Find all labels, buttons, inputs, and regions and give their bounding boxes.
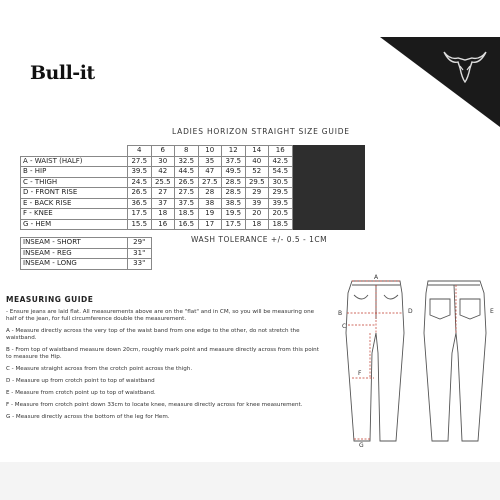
measure-lines: [347, 281, 403, 439]
size-header: 4: [128, 146, 152, 157]
cell: 16: [151, 219, 175, 230]
table-row: [21, 248, 152, 259]
blank-cell: [316, 209, 340, 220]
cell: 44.5: [175, 167, 199, 178]
top-bar: [0, 0, 500, 36]
cell: 26.5: [175, 177, 199, 188]
table-row: [21, 167, 365, 178]
cell: 28.5: [222, 177, 246, 188]
inseam-table: [20, 237, 152, 270]
row-label: A - WAIST (HALF): [21, 156, 128, 167]
table-row: [21, 156, 365, 167]
front-jeans: [346, 281, 404, 441]
guide-intro: - Ensure jeans are laid flat. All measurements above are on the "flat" and in CM, so you will be measuring one half of the jean, for full circumference double the measurement.: [6, 309, 315, 322]
cell: 32.5: [175, 156, 199, 167]
guide-item-b: B - From top of waistband measure down 20cm, roughly mark point and measure directly across from this point to measure the Hip.: [6, 347, 319, 360]
diagram-label-e: E: [490, 308, 494, 315]
blank-cell: [316, 177, 340, 188]
inseam-value: 29": [128, 238, 152, 249]
blank-cell: [292, 209, 316, 220]
cell: 17.5: [222, 219, 246, 230]
cell: 52: [245, 167, 269, 178]
cell: 38.5: [222, 198, 246, 209]
bottom-bar: [0, 462, 500, 500]
cell: 29.5: [269, 188, 293, 199]
cell: 17.5: [128, 209, 152, 220]
page-title: LADIES HORIZON STRAIGHT SIZE GUIDE: [172, 127, 350, 136]
cell: 37: [151, 198, 175, 209]
back-jeans: [424, 281, 486, 441]
row-label: C - THIGH: [21, 177, 128, 188]
cell: 20.5: [269, 209, 293, 220]
cell: 20: [245, 209, 269, 220]
cell: 16.5: [175, 219, 199, 230]
size-header: 10: [198, 146, 222, 157]
cell: 27.5: [128, 156, 152, 167]
row-label: F - KNEE: [21, 209, 128, 220]
cell: 29.5: [245, 177, 269, 188]
blank-cell: [292, 188, 316, 199]
guide-item-c: C - Measure straight across from the crotch point across the thigh.: [6, 366, 193, 372]
cell: 27.5: [198, 177, 222, 188]
blank-cell: [340, 219, 364, 230]
blank-cell: [340, 198, 364, 209]
cell: 47: [198, 167, 222, 178]
cell: 39: [245, 198, 269, 209]
blank-cell: [340, 209, 364, 220]
diagram-label-a: A: [374, 274, 379, 281]
cell: 17: [198, 219, 222, 230]
brand-logo: Bull-it: [30, 62, 95, 84]
cell: 29: [245, 188, 269, 199]
guide-item-a: A - Measure directly across the very top of the waist band from one edge to the other, do not stretch the waistband.: [6, 328, 300, 341]
cell: 28.5: [222, 188, 246, 199]
bull-head-icon: [440, 48, 490, 86]
blank-cell: [292, 198, 316, 209]
blank-cell: [316, 219, 340, 230]
measuring-guide-title: MEASURING GUIDE: [6, 295, 94, 304]
header-spacer: [21, 146, 128, 157]
table-row: [21, 188, 365, 199]
blank-cell: [340, 156, 364, 167]
cell: 25.5: [151, 177, 175, 188]
diagram-label-c: C: [342, 323, 347, 330]
inseam-value: 33": [128, 259, 152, 270]
blank-cell: [340, 188, 364, 199]
guide-item-g: G - Measure directly across the bottom of the leg for Hem.: [6, 414, 170, 420]
inseam-label: INSEAM - REG: [21, 248, 128, 259]
cell: 30.5: [269, 177, 293, 188]
cell: 15.5: [128, 219, 152, 230]
size-table: [20, 145, 365, 230]
table-row: [21, 238, 152, 249]
cell: 27.5: [175, 188, 199, 199]
cell: 42.5: [269, 156, 293, 167]
row-label: G - HEM: [21, 219, 128, 230]
inseam-label: INSEAM - LONG: [21, 259, 128, 270]
diagram-label-b: B: [338, 310, 343, 317]
blank-cell: [316, 167, 340, 178]
size-header: 8: [175, 146, 199, 157]
cell: 18.5: [175, 209, 199, 220]
size-header: 6: [151, 146, 175, 157]
size-header: 12: [222, 146, 246, 157]
table-row: [21, 209, 365, 220]
cell: 26.5: [128, 188, 152, 199]
wash-tolerance: WASH TOLERANCE +/- 0.5 - 1CM: [191, 235, 328, 244]
table-row: [21, 219, 365, 230]
table-row: [21, 177, 365, 188]
row-label: D - FRONT RISE: [21, 188, 128, 199]
blank-cell: [316, 146, 340, 157]
table-row: [21, 259, 152, 270]
cell: 42: [151, 167, 175, 178]
inseam-value: 31": [128, 248, 152, 259]
cell: 24.5: [128, 177, 152, 188]
cell: 40: [245, 156, 269, 167]
blank-cell: [316, 198, 340, 209]
blank-cell: [292, 156, 316, 167]
blank-cell: [340, 146, 364, 157]
jeans-diagram: [330, 273, 500, 448]
cell: 28: [198, 188, 222, 199]
blank-cell: [316, 156, 340, 167]
size-header-row: [21, 146, 365, 157]
blank-cell: [340, 167, 364, 178]
table-row: [21, 198, 365, 209]
guide-item-f: F - Measure from crotch point down 33cm to locate knee, measure directly across for knee measurement.: [6, 402, 303, 408]
blank-cell: [292, 146, 316, 157]
cell: 54.5: [269, 167, 293, 178]
cell: 18: [151, 209, 175, 220]
cell: 49.5: [222, 167, 246, 178]
cell: 38: [198, 198, 222, 209]
diagram-label-f: F: [358, 370, 362, 377]
cell: 19.5: [222, 209, 246, 220]
cell: 18: [245, 219, 269, 230]
inseam-label: INSEAM - SHORT: [21, 238, 128, 249]
size-header: 14: [245, 146, 269, 157]
cell: 18.5: [269, 219, 293, 230]
blank-cell: [292, 177, 316, 188]
row-label: B - HIP: [21, 167, 128, 178]
cell: 39.5: [269, 198, 293, 209]
cell: 37.5: [175, 198, 199, 209]
diagram-label-g: G: [359, 442, 364, 448]
cell: 39.5: [128, 167, 152, 178]
cell: 35: [198, 156, 222, 167]
cell: 19: [198, 209, 222, 220]
cell: 27: [151, 188, 175, 199]
cell: 37.5: [222, 156, 246, 167]
guide-item-d: D - Measure up from crotch point to top of waistband: [6, 378, 155, 384]
blank-cell: [316, 188, 340, 199]
cell: 36.5: [128, 198, 152, 209]
guide-item-e: E - Measure from crotch point up to top of waistband.: [6, 390, 156, 396]
cell: 30: [151, 156, 175, 167]
blank-cell: [340, 177, 364, 188]
row-label: E - BACK RISE: [21, 198, 128, 209]
size-header: 16: [269, 146, 293, 157]
diagram-label-d: D: [408, 308, 413, 315]
blank-cell: [292, 219, 316, 230]
blank-cell: [292, 167, 316, 178]
